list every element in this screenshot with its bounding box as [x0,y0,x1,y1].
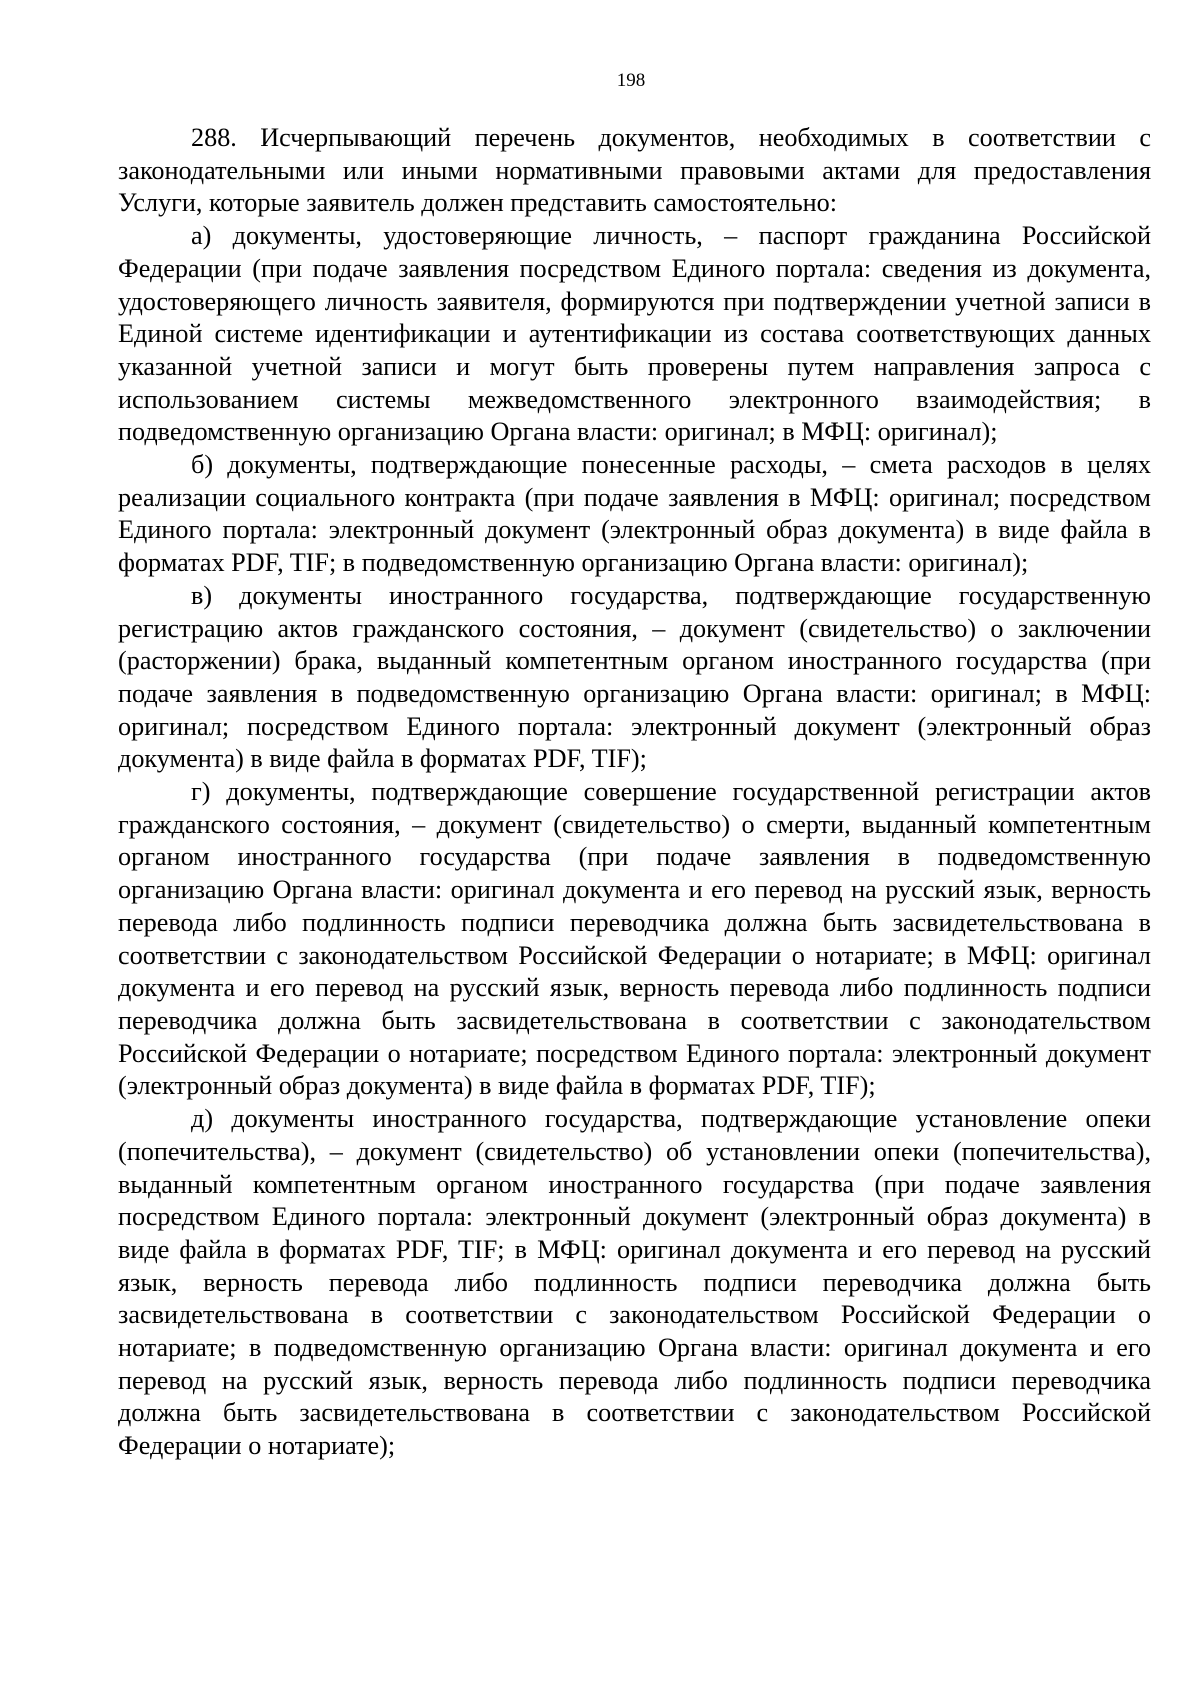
paragraph-item-v: в) документы иностранного государства, подтверждающие государственную регистрацию актов гражданского состояния, – документ (свидетельство) о заключении (расторжении) брака, выданный компетентным органом иностранного государства (при подаче заявления в подведомственную организацию Органа власти: оригинал; в МФЦ: оригинал; посредством Единого портала: электронный документ (электронный образ документа) в виде файла в форматах PDF, TIF); [118,580,1151,774]
paragraph-item-a: а) документы, удостоверяющие личность, – паспорт гражданина Российской Федерации (при подаче заявления посредством Единого портала: сведения из документа, удостоверяющего личность заявителя, формируются при подтверждении учетной записи в Единой системе идентификации и аутентификации из состава соответствующих данных указанной учетной записи и могут быть проверены путем направления запроса с использованием системы межведомственного электронного взаимодействия; в подведомственную организацию Органа власти: оригинал; в МФЦ: оригинал); [118,221,1151,447]
page-number: 198 [616,70,646,91]
document-body [118,122,1151,1463]
paragraph-item-b: б) документы, подтверждающие понесенные расходы, – смета расходов в целях реализации социального контракта (при подаче заявления в МФЦ: оригинал; посредством Единого портала: электронный документ (электронный образ документа) в виде файла в форматах PDF, TIF; в подведомственную организацию Органа власти: оригинал); [118,450,1151,578]
paragraph-item-d: д) документы иностранного государства, подтверждающие установление опеки (попечительства), – документ (свидетельство) об установлении опеки (попечительства), выданный компетентным органом иностранного государства (при подаче заявления посредством Единого портала: электронный документ (электронный образ документа) в виде файла в форматах PDF, TIF; в МФЦ: оригинал документа и его перевод на русский язык, верность перевода либо подлинность подписи переводчика должна быть засвидетельствована в соответствии с законодательством Российской Федерации о нотариате; в подведомственную организацию Органа власти: оригинал документа и его перевод на русский язык, верность перевода либо подлинность подписи переводчика должна быть засвидетельствована в соответствии с законодательством Российской Федерации о нотариате); [118,1104,1151,1461]
paragraph-288: 288. Исчерпывающий перечень документов, необходимых в соответствии с законодательными или иными нормативными правовыми актами для предоставления Услуги, которые заявитель должен представить самостоятельно: [118,123,1151,218]
paragraph-item-g: г) документы, подтверждающие совершение государственной регистрации актов гражданского состояния, – документ (свидетельство) о смерти, выданный компетентным органом иностранного государства (при подаче заявления в подведомственную организацию Органа власти: оригинал документа и его перевод на русский язык, верность перевода либо подлинность подписи переводчика должна быть засвидетельствована в соответствии с законодательством Российской Федерации о нотариате; в МФЦ: оригинал документа и его перевод на русский язык, верность перевода либо подлинность подписи переводчика должна быть засвидетельствована в соответствии с законодательством Российской Федерации о нотариате; посредством Единого портала: электронный документ (электронный образ документа) в виде файла в форматах PDF, TIF); [118,777,1151,1101]
